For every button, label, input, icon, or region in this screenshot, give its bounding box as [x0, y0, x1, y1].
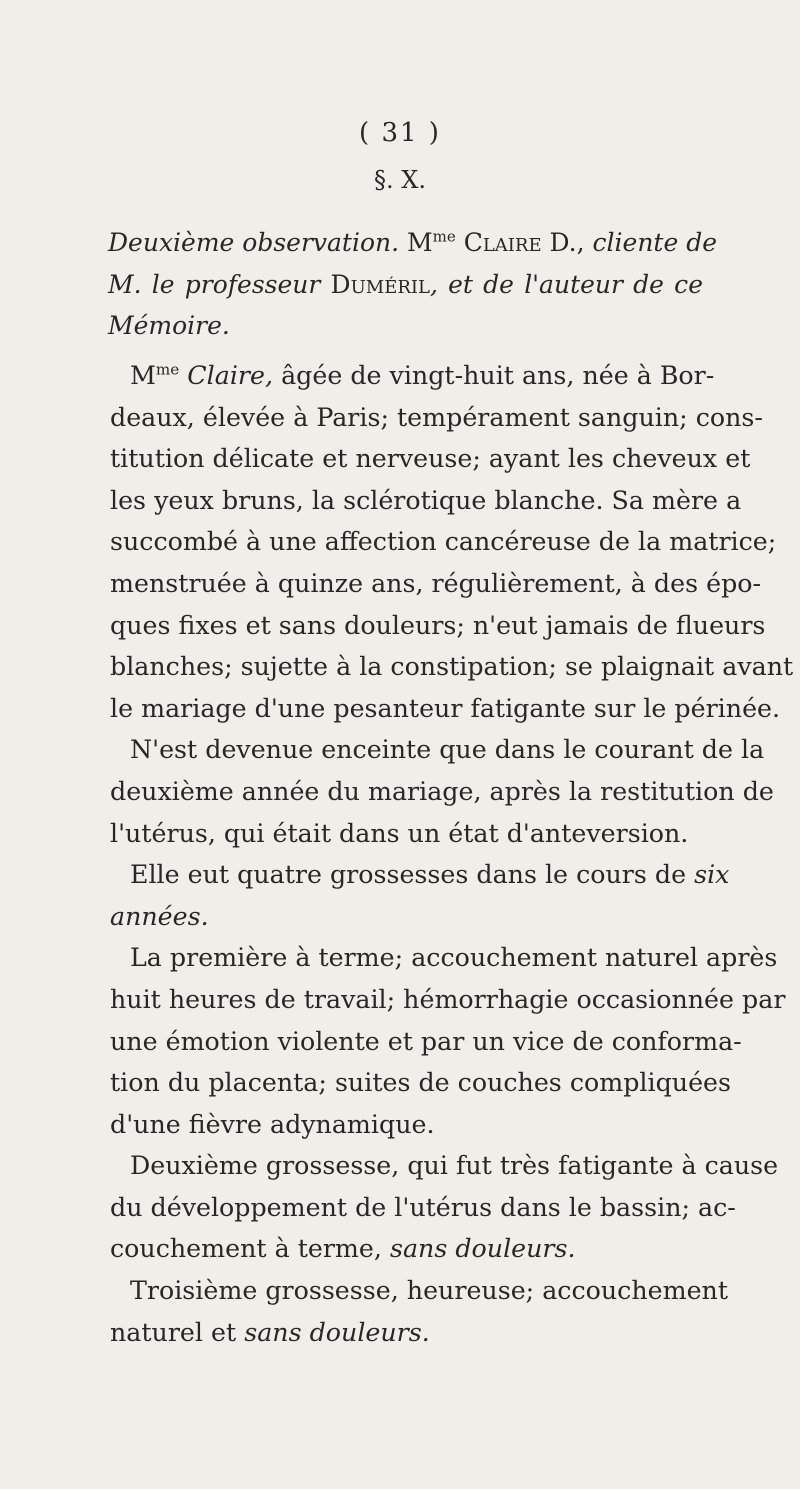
- body-line: Elle eut quatre grossesses dans le cours de six: [130, 860, 730, 890]
- observation-title: Deuxième observation.: [108, 228, 400, 257]
- heading-line-2: [108, 264, 703, 306]
- heading-line-1: [108, 222, 718, 264]
- body-line: [110, 355, 715, 397]
- body-line: une émotion violente et par un vice de conforma-: [110, 1026, 742, 1056]
- body-line: blanches; sujette à la constipation; se plaignait avant: [110, 652, 794, 682]
- body-line: titution délicate et nerveuse; ayant les cheveux et: [110, 444, 751, 474]
- body-text: [110, 355, 794, 1353]
- client-text: cliente de: [592, 228, 718, 257]
- body-line: menstruée à quinze ans, régulièrement, à des épo-: [110, 568, 762, 598]
- observation-heading: [108, 222, 718, 347]
- patient-name: Claire D.,: [463, 228, 585, 257]
- body-line: deaux, élevée à Paris; tempérament sanguin; cons-: [110, 402, 763, 432]
- heading-line-3: [108, 305, 703, 347]
- body-line: deuxième année du mariage, après la restitution de: [110, 776, 774, 806]
- mme-abbrev: $M^{me}$: [130, 360, 180, 390]
- intro-rest: âgée de vingt-huit ans, née à Bor-: [281, 361, 715, 390]
- body-line: l'utérus, qui était dans un état d'anteversion.: [110, 818, 689, 848]
- body-line: naturel et sans douleurs.: [110, 1317, 430, 1347]
- body-line: succombé à une affection cancéreuse de la matrice;: [110, 527, 777, 557]
- body-line: Troisième grossesse, heureuse; accouchement: [130, 1276, 729, 1306]
- dumeril-name: Duméril: [330, 269, 430, 299]
- patient-first-name: Claire,: [187, 361, 274, 390]
- body-line: le mariage d'une pesanteur fatigante sur le périnée.: [110, 693, 781, 723]
- body-line: du développement de l'utérus dans le bassin; ac-: [110, 1192, 736, 1222]
- body-line: d'une fièvre adynamique.: [110, 1109, 435, 1139]
- body-line: huit heures de travail; hémorrhagie occasionnée par: [110, 984, 786, 1014]
- body-line: ques fixes et sans douleurs; n'eut jamais de flueurs: [110, 610, 766, 640]
- body-line: couchement à terme, sans douleurs.: [110, 1234, 576, 1264]
- section-label: §. X.: [374, 166, 426, 194]
- memoire-text: Mémoire.: [108, 311, 230, 341]
- body-line: N'est devenue enceinte que dans le courant de la: [130, 735, 765, 765]
- body-line: tion du placenta; suites de couches compliquées: [110, 1068, 731, 1098]
- body-line: les yeux bruns, la sclérotique blanche. Sa mère a: [110, 485, 742, 515]
- mme-abbrev: $M^{me}$: [407, 227, 456, 257]
- body-line: La première à terme; accouchement naturel après: [130, 943, 778, 973]
- body-line: Deuxième grossesse, qui fut très fatigante à cause: [130, 1151, 779, 1181]
- body-line: années.: [110, 901, 209, 931]
- page-number: ( 31 ): [359, 118, 441, 148]
- author-text: , et de l'auteur de ce: [429, 269, 703, 299]
- professor-text: M. le professeur: [108, 269, 321, 299]
